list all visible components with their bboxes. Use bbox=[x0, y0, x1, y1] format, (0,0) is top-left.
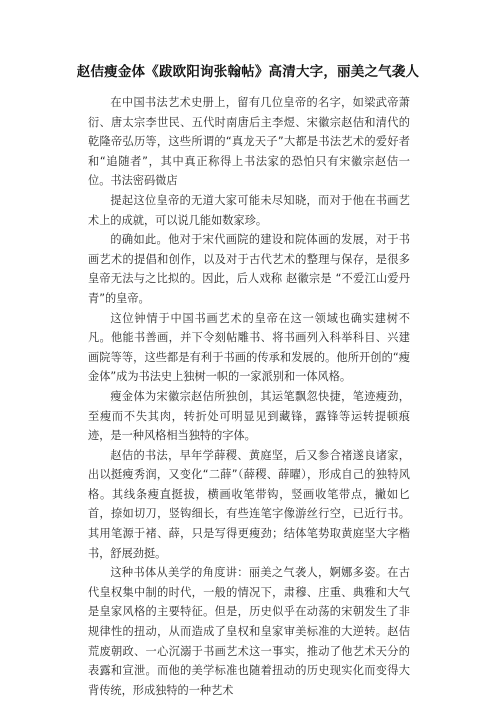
paragraph: 赵佶的书法，早年学薛稷、黄庭坚，后又参合褚遂良诸家，出以挺瘦秀润，又变化“二薛”（薛稷、薛曜），形成自己的独特风格。其线条瘦直挺拔，横画收笔带钩，竖画收笔带点，撇如匕首，捺如切刀，竖钩细长，有些连笔字像游丝行空，已近行书。其用笔源于褚、薛，只是写得更瘦劲；结体笔势取黄庭坚大字楷书，舒展劲挺。 bbox=[88, 448, 410, 560]
paragraph: 提起这位皇帝的无道大家可能未尽知晓，而对于他在书画艺术上的成就，可以说几能如数家珍。 bbox=[88, 193, 410, 227]
article-title: 赵佶瘦金体《跋欧阳询张翰帖》高清大字，丽美之气袭人 bbox=[76, 64, 420, 80]
paragraph: 这位钟情于中国书画艺术的皇帝在这一领域也确实建树不凡。他能书善画，并下令刻帖雕书、将书画列入科举科目、兴建画院等等，这些都是有利于书画的传承和发展的。他所开创的“瘦金体”成为书法史上独树一帜的一家派别和一体风格。 bbox=[88, 311, 410, 384]
paragraph: 的确如此。他对于宋代画院的建设和院体画的发展，对于书画艺术的提倡和创作，以及对于古代艺术的整理与保存，是很多皇帝无法与之比拟的。因此，后人戏称 赵徽宗是 “不爱江山爱丹青”的皇帝。 bbox=[88, 233, 410, 305]
paragraph: 瘦金体为宋徽宗赵佶所独创，其运笔飘忽快捷，笔迹瘦劲，至瘦而不失其肉，转折处可明显见到藏锋，露锋等运转提顿痕迹，是一种风格相当独特的字体。 bbox=[88, 389, 410, 443]
paragraph: 在中国书法艺术史册上，留有几位皇帝的名字，如梁武帝萧衍、唐太宗李世民、五代时南唐后主李煜、宋徽宗赵佶和清代的乾隆帝弘历等，这些所谓的“真龙天子”大都是书法艺术的爱好者和“追随者”，其中真正称得上书法家的恐怕只有宋徽宗赵佶一位。书法密码微店 bbox=[88, 96, 410, 188]
article-body bbox=[88, 93, 410, 700]
paragraph: 这种书体从美学的角度讲：丽美之气袭人，婀娜多姿。在古代皇权集中制的时代，一般的情况下，肃穆、庄重、典雅和大气是皇家风格的主要特征。但是，历史似乎在动荡的宋朝发生了非规律性的扭动，从而造成了皇权和皇家审美标准的大逆转。赵佶荒废朝政、一心沉溺于书画艺术这一事实，推动了他艺术天分的表露和宣泄。而他的美学标准也随着扭动的历史现实化而变得大背传统，形成独特的一种艺术 bbox=[88, 566, 410, 697]
